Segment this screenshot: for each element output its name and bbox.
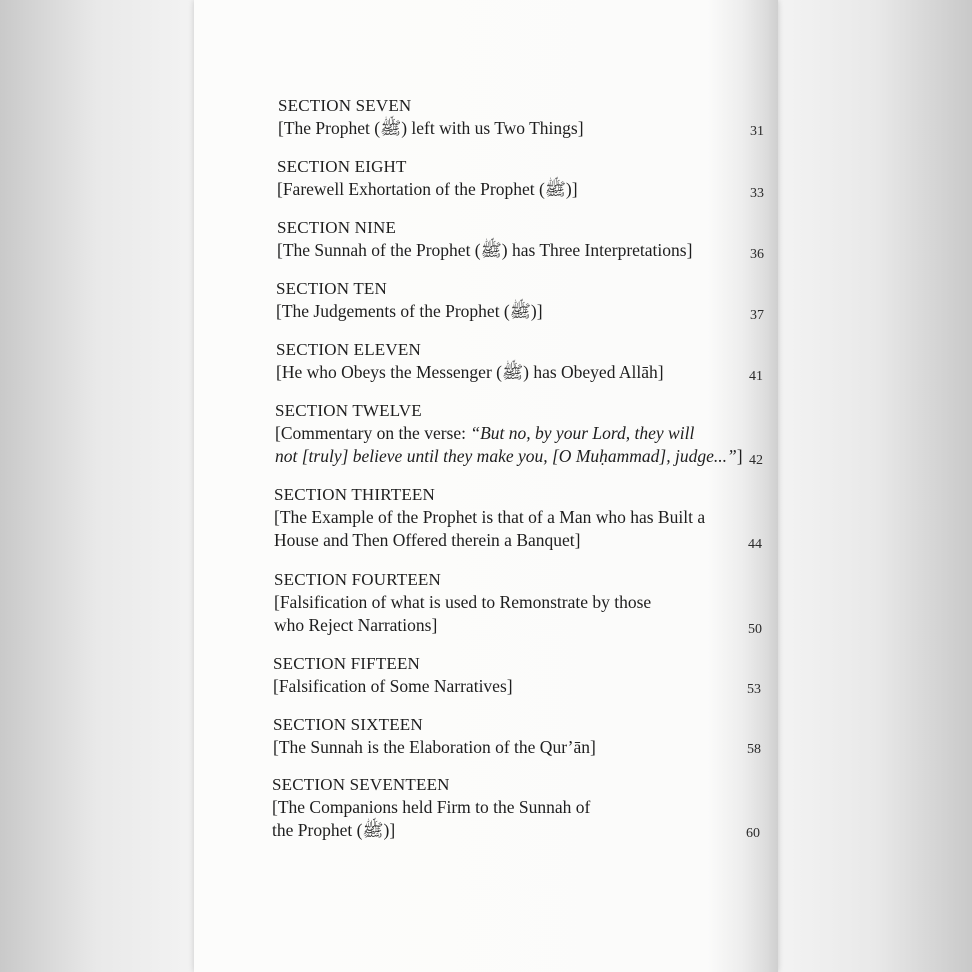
section-title: [The Judgements of the Prophet (ﷺ)] [276, 301, 543, 321]
page-number: 53 [747, 682, 761, 697]
quran-verse-quote-continued: not [truly] believe until they make you, [O Muḥammad], judge...” [275, 446, 737, 466]
section-title-continued: the Prophet (ﷺ)] [272, 820, 396, 840]
section-title: [The Sunnah is the Elaboration of the Qur’ān] [273, 737, 596, 757]
section-heading: SECTION THIRTEEN [274, 485, 435, 504]
book-page [194, 0, 778, 972]
quran-verse-quote: “But no, by your Lord, they will [470, 423, 695, 443]
section-heading: SECTION ELEVEN [276, 340, 421, 359]
section-heading: SECTION SIXTEEN [273, 715, 423, 734]
page-number: 37 [750, 308, 764, 323]
section-title: [The Prophet (ﷺ) left with us Two Things] [278, 118, 584, 138]
page-number: 31 [750, 124, 764, 139]
section-title [275, 422, 743, 445]
section-title: [The Example of the Prophet is that of a Man who has Built a [274, 507, 706, 527]
section-heading: SECTION TEN [276, 279, 387, 298]
toc-entry-section-sixteen [273, 714, 596, 759]
section-title: [Falsification of Some Narratives] [273, 676, 513, 696]
section-heading: SECTION FIFTEEN [273, 654, 421, 673]
section-title-close: ] [736, 446, 743, 466]
page-number: 44 [748, 537, 762, 552]
toc-entry-section-eleven [276, 339, 664, 384]
section-heading: SECTION FOURTEEN [274, 570, 441, 589]
section-title: [The Sunnah of the Prophet (ﷺ) has Three Interpretations] [277, 240, 693, 260]
section-heading: SECTION TWELVE [275, 401, 422, 420]
section-heading: SECTION NINE [277, 218, 397, 237]
section-title: [Farewell Exhortation of the Prophet (ﷺ)] [277, 179, 578, 199]
toc-entry-section-nine [277, 217, 692, 262]
toc-entry-section-eight [277, 156, 578, 201]
section-title-text: [Commentary on the verse: [275, 423, 471, 443]
page-number: 36 [750, 247, 764, 262]
toc-entry-section-seventeen [272, 774, 590, 842]
page-number: 50 [748, 622, 762, 637]
section-title: [He who Obeys the Messenger (ﷺ) has Obeyed Allāh] [276, 362, 664, 382]
section-heading: SECTION EIGHT [277, 157, 407, 176]
section-title-continued: House and Then Offered therein a Banquet] [274, 530, 581, 550]
section-title: [Falsification of what is used to Remonstrate by those [274, 592, 652, 612]
section-title: [The Companions held Firm to the Sunnah of [272, 797, 591, 817]
toc-entry-section-fifteen [273, 653, 513, 698]
toc-entry-section-twelve [275, 400, 743, 468]
toc-entry-section-fourteen [274, 569, 651, 637]
section-heading: SECTION SEVENTEEN [272, 775, 450, 794]
toc-entry-section-seven [278, 95, 584, 140]
page-number: 58 [747, 742, 761, 757]
page-number: 42 [749, 453, 763, 468]
page-number: 33 [750, 186, 764, 201]
toc-entry-section-ten [276, 278, 543, 323]
section-title-continued: who Reject Narrations] [274, 615, 438, 635]
toc-entry-section-thirteen [274, 484, 705, 552]
section-title-continued [275, 445, 743, 468]
page-number: 60 [746, 826, 760, 841]
section-heading: SECTION SEVEN [278, 96, 412, 115]
page-number: 41 [749, 369, 763, 384]
